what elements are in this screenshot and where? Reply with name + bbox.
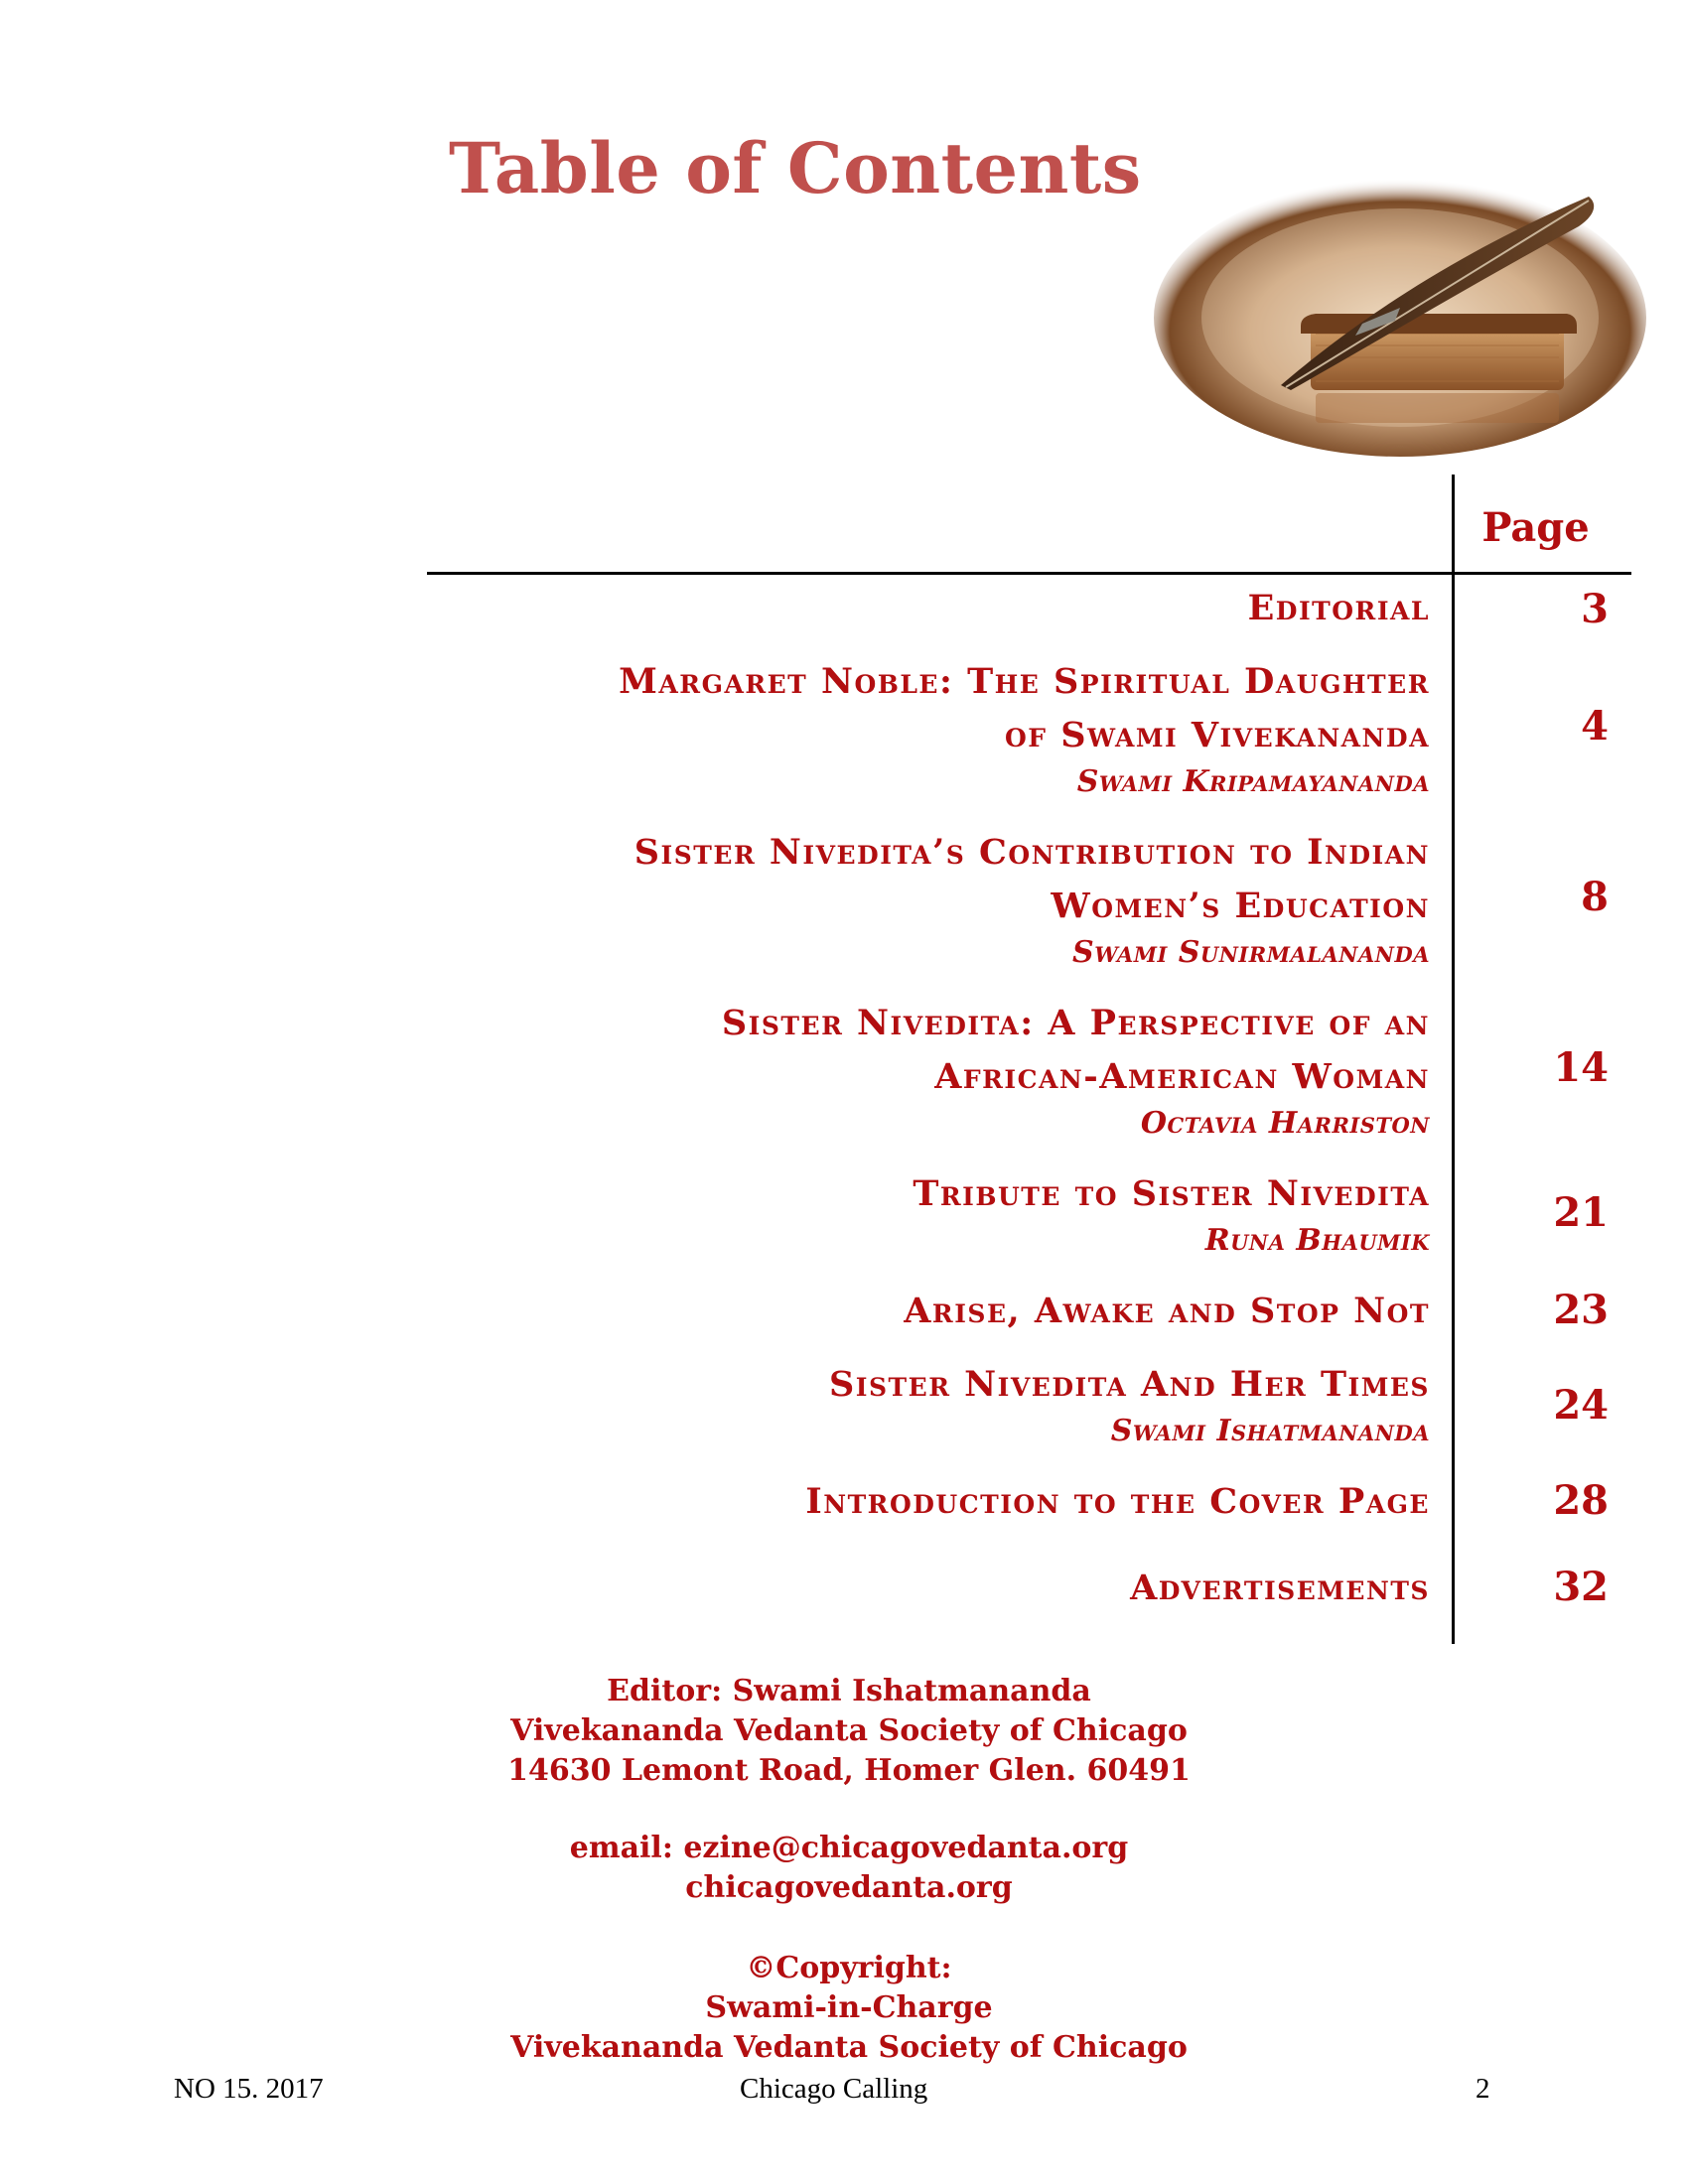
entry-title: Margaret Noble: The Spiritual Daughter bbox=[619, 661, 1430, 702]
address-line: 14630 Lemont Road, Homer Glen. 60491 bbox=[507, 1753, 1191, 1788]
email-link[interactable]: email: ezine@chicagovedanta.org bbox=[569, 1831, 1129, 1865]
publisher-info bbox=[467, 1672, 1231, 1791]
page-number: 8 bbox=[1581, 874, 1609, 920]
page-number: 14 bbox=[1553, 1044, 1609, 1091]
entry-title: Arise, Awake and Stop Not bbox=[904, 1291, 1430, 1331]
entry-author: Swami Ishatmananda bbox=[1110, 1414, 1430, 1448]
copyright-info bbox=[467, 1949, 1231, 2068]
entry-title: Advertisements bbox=[1130, 1568, 1430, 1608]
page-number: 21 bbox=[1553, 1189, 1609, 1236]
page-column-header: Page bbox=[1481, 504, 1590, 551]
page-number: 23 bbox=[1553, 1287, 1609, 1333]
quill-and-book-icon bbox=[1152, 177, 1648, 460]
society-line: Vivekananda Vedanta Society of Chicago bbox=[510, 1713, 1188, 1748]
entry-author: Runa Bhaumik bbox=[1204, 1223, 1430, 1258]
header-rule bbox=[427, 572, 1631, 575]
editor-line: Editor: Swami Ishatmananda bbox=[607, 1674, 1091, 1708]
copyright-label: ©Copyright: bbox=[746, 1951, 952, 1985]
page-number-footer: 2 bbox=[1476, 2073, 1490, 2105]
entry-title: Sister Nivedita And Her Times bbox=[829, 1364, 1430, 1405]
toc-entry[interactable] bbox=[1248, 582, 1430, 635]
entry-title: Tribute to Sister Nivedita bbox=[913, 1173, 1430, 1214]
entry-author: Swami Kripamayananda bbox=[1076, 764, 1430, 799]
entry-title: Editorial bbox=[1247, 588, 1430, 628]
toc-entry[interactable] bbox=[913, 1167, 1430, 1261]
entry-title: African-American Woman bbox=[934, 1056, 1430, 1097]
entry-title: Introduction to the Cover Page bbox=[805, 1481, 1430, 1522]
copyright-holder: Swami-in-Charge bbox=[705, 1990, 993, 2025]
page-number: 3 bbox=[1581, 586, 1609, 632]
toc-entry[interactable] bbox=[904, 1285, 1430, 1338]
toc-entry[interactable] bbox=[619, 655, 1430, 802]
publication-name: Chicago Calling bbox=[740, 2073, 928, 2105]
website-link[interactable]: chicagovedanta.org bbox=[685, 1870, 1013, 1905]
toc-entry[interactable] bbox=[634, 826, 1430, 973]
page-number: 32 bbox=[1553, 1564, 1609, 1610]
entry-title: Sister Nivedita: A Perspective of an bbox=[721, 1003, 1430, 1043]
toc-entry[interactable] bbox=[722, 997, 1430, 1144]
entry-title: Sister Nivedita’s Contribution to Indian bbox=[633, 832, 1430, 873]
copyright-society: Vivekananda Vedanta Society of Chicago bbox=[510, 2030, 1188, 2065]
entry-author: Swami Sunirmalananda bbox=[1072, 935, 1430, 970]
page-number: 4 bbox=[1581, 703, 1609, 750]
page-number: 24 bbox=[1553, 1382, 1609, 1429]
entry-author: Octavia Harriston bbox=[1140, 1106, 1430, 1141]
entry-title: Women’s Education bbox=[1051, 886, 1430, 926]
entry-title: of Swami Vivekananda bbox=[1004, 715, 1430, 755]
issue-number: NO 15. 2017 bbox=[174, 2073, 324, 2105]
contact-info bbox=[467, 1829, 1231, 1908]
column-divider bbox=[1452, 475, 1455, 1644]
page-number: 28 bbox=[1553, 1477, 1609, 1524]
toc-entry[interactable] bbox=[829, 1358, 1430, 1451]
toc-entry[interactable] bbox=[805, 1475, 1430, 1529]
toc-entry[interactable] bbox=[1130, 1562, 1430, 1615]
page-title: Table of Contents bbox=[449, 127, 1142, 209]
